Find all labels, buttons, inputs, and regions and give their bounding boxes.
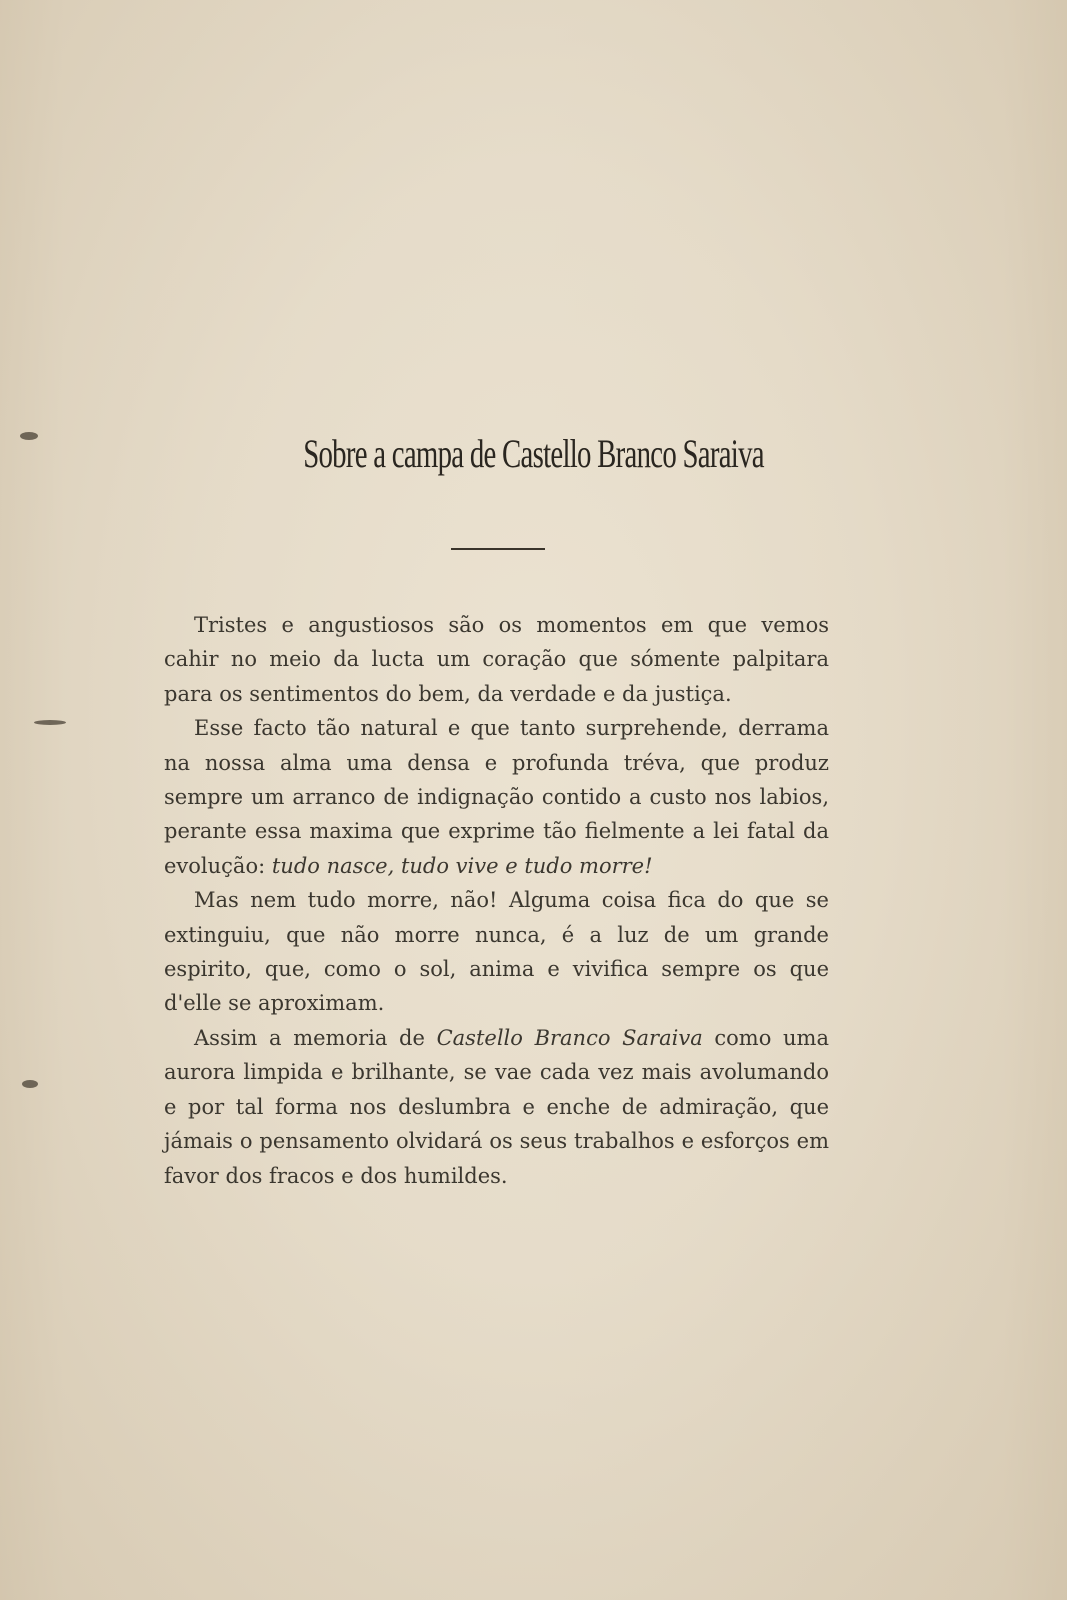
page-title: Sobre a campa de Castello Branco Saraiva — [303, 431, 764, 476]
paragraph-text: Mas nem tudo morre, não! Alguma coisa fica do que se extinguiu, que não morre nunca, é a luz de um grande espirito, que, como o sol, anima e vivifica sempre os que d'elle se aproximam. — [164, 888, 829, 1016]
paragraph-text: Esse facto tão natural e que tanto surprehende, derrama na nossa alma uma densa e profunda tréva, que produz sempre um arranco de indignação contido a custo nos labios, perante essa maxima que exprime tão fielmente a lei fatal da evolução: — [164, 716, 829, 878]
paragraph-text: Tristes e angustiosos são os momentos em que vemos cahir no meio da lucta um coração que sómente palpitara para os sentimentos do bem, da verdade e da justiça. — [164, 613, 829, 706]
paragraph-italic-text: Castello Branco Saraiva — [436, 1025, 703, 1050]
paragraph — [164, 883, 829, 1021]
paragraph — [164, 608, 829, 711]
paragraph-text: como uma aurora limpida e brilhante, se vae cada vez mais avolumando e por tal forma nos deslumbra e enche de admiração, que jámais o pensamento olvidará os seus trabalhos e esforços em favor dos fracos e dos humildes. — [164, 1025, 829, 1188]
body-text — [164, 608, 829, 1193]
ink-speck-mark — [20, 432, 38, 440]
ink-speck-mark — [34, 720, 66, 725]
paragraph — [164, 1021, 829, 1193]
title-divider — [451, 548, 545, 550]
paragraph — [164, 711, 829, 883]
paragraph-italic-text: tudo nasce, tudo vive e tudo morre! — [271, 853, 653, 878]
ink-speck-mark — [22, 1080, 38, 1088]
paragraph-text: Assim a memoria de — [194, 1025, 437, 1050]
